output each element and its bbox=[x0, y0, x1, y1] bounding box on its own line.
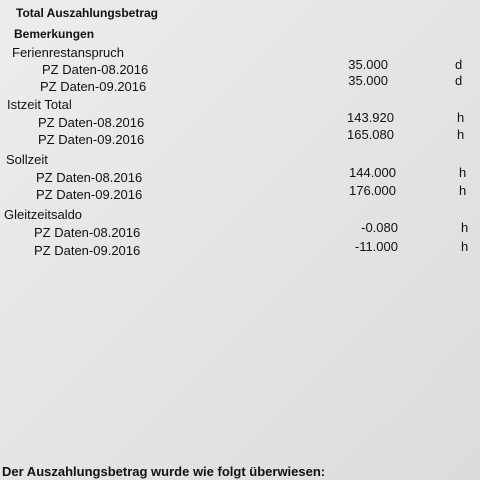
row-unit: h bbox=[459, 183, 467, 198]
row-label: PZ Daten-08.2016 bbox=[34, 225, 141, 240]
row-value: -0.080 bbox=[361, 220, 398, 235]
section-label-sollzeit: Sollzeit bbox=[6, 152, 48, 167]
row-unit: d bbox=[455, 57, 463, 72]
row-label: PZ Daten-09.2016 bbox=[38, 132, 145, 147]
row-label: PZ Daten-08.2016 bbox=[38, 115, 145, 130]
row-unit: h bbox=[461, 239, 469, 254]
row-label: PZ Daten-09.2016 bbox=[40, 79, 147, 94]
document-title: Total Auszahlungsbetrag bbox=[16, 6, 159, 20]
remarks-heading: Bemerkungen bbox=[14, 27, 95, 41]
row-unit: h bbox=[459, 165, 467, 180]
section-label-istzeit-total: Istzeit Total bbox=[7, 97, 72, 112]
row-value: 35.000 bbox=[348, 73, 388, 88]
row-value: 165.080 bbox=[347, 127, 394, 142]
section-label-ferienrestanspruch: Ferienrestanspruch bbox=[12, 45, 124, 60]
row-label: PZ Daten-09.2016 bbox=[34, 243, 141, 258]
section-label-gleitzeitsaldo: Gleitzeitsaldo bbox=[4, 207, 83, 222]
row-value: 144.000 bbox=[349, 165, 396, 180]
row-label: PZ Daten-08.2016 bbox=[36, 170, 143, 185]
row-value: -11.000 bbox=[354, 239, 398, 254]
row-unit: h bbox=[457, 127, 465, 142]
row-label: PZ Daten-09.2016 bbox=[36, 187, 143, 202]
row-unit: d bbox=[455, 73, 463, 88]
row-value: 143.920 bbox=[347, 110, 394, 125]
transfer-footer-text: Der Auszahlungsbetrag wurde wie folgt überwiesen: bbox=[2, 464, 326, 479]
row-value: 176.000 bbox=[349, 183, 396, 198]
row-unit: h bbox=[457, 110, 465, 125]
row-label: PZ Daten-08.2016 bbox=[42, 62, 149, 77]
row-unit: h bbox=[461, 220, 469, 235]
row-value: 35.000 bbox=[348, 57, 388, 72]
